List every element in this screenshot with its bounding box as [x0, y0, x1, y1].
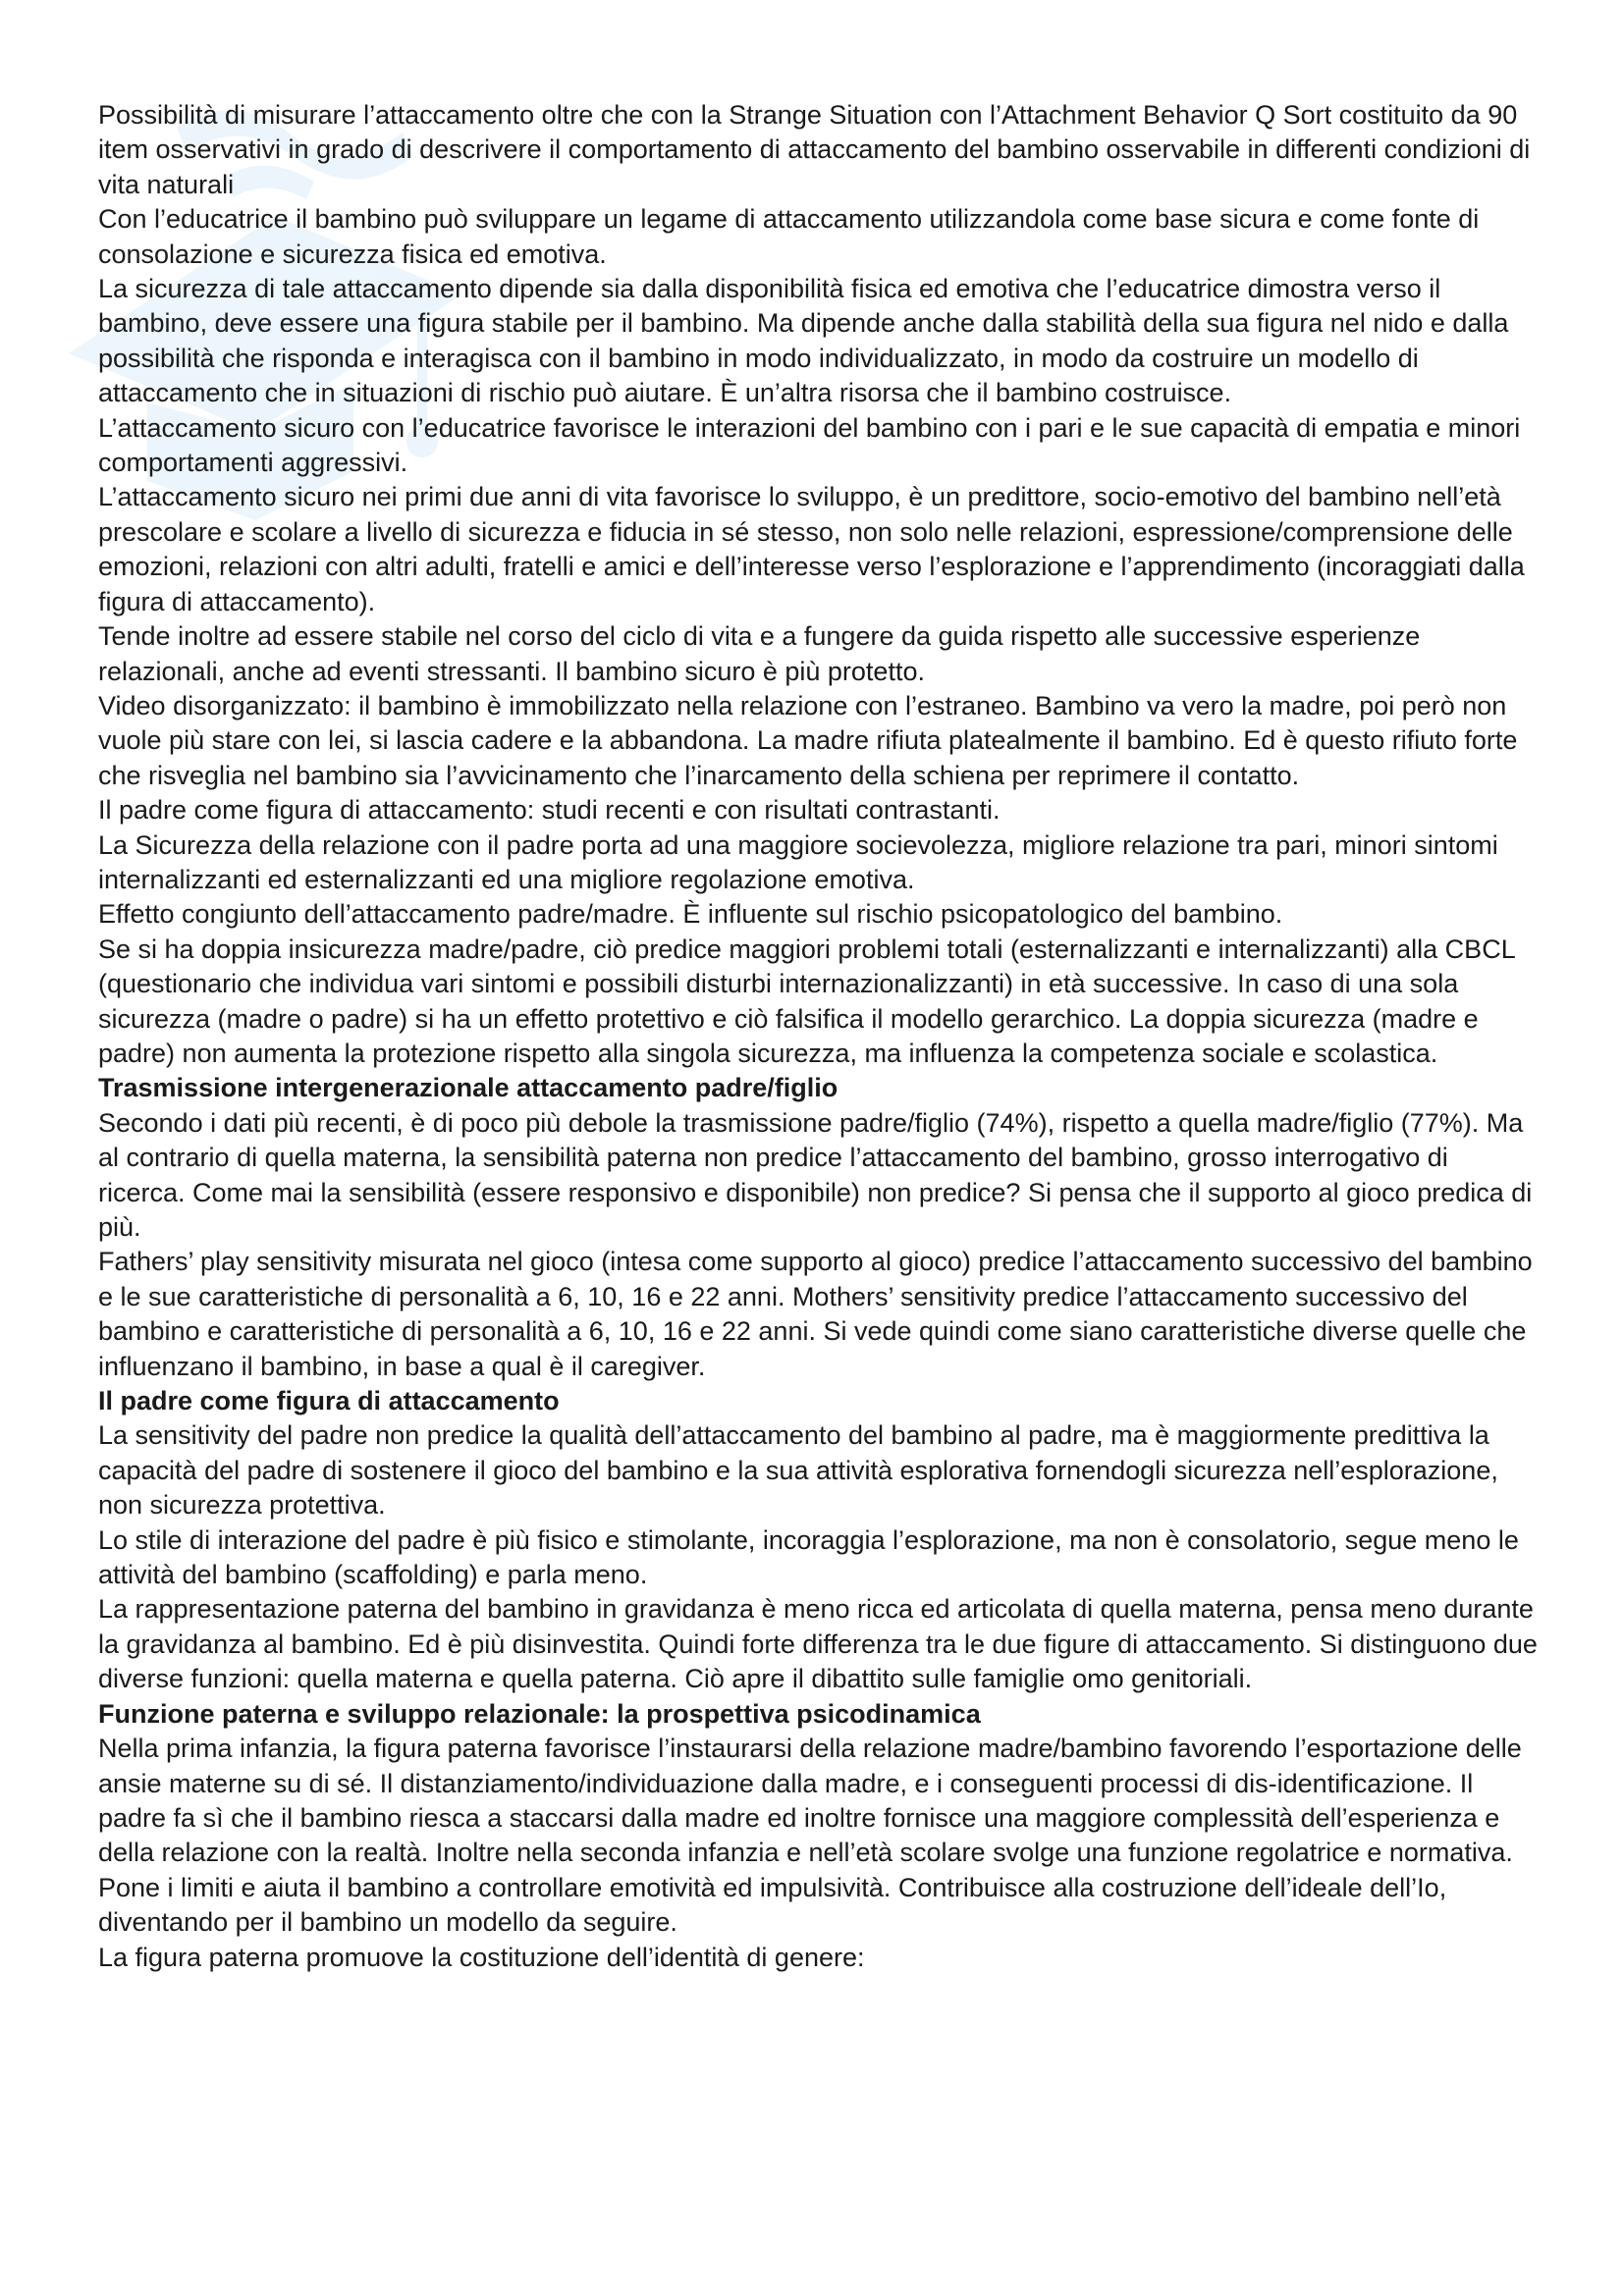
paragraph: Fathers’ play sensitivity misurata nel gioco (intesa come supporto al gioco) predice l’attaccamento successivo del bambino e le sue caratteristiche di personalità a 6, 10, 16 e 22 anni. Mothers’ sensitivity predice l’attaccamento successivo del bambino e caratteristiche di personalità a 6, 10, 16 e 22 anni. Si vede quindi come siano caratteristiche diverse quelle che influenzano il bambino, in base a qual è il caregiver.	[98, 1247, 1533, 1381]
paragraph: La figura paterna promuove la costituzione dell’identità di genere:	[98, 1942, 865, 1972]
section-heading: Trasmissione intergenerazionale attaccamento padre/figlio	[98, 1073, 839, 1103]
paragraph: La sensitivity del padre non predice la qualità dell’attaccamento del bambino al padre, ma è maggiormente predittiva la capacità del padre di sostenere il gioco del bambino e la sua attività esplorativa fornendogli sicurezza nell’esplorazione, non sicurezza protettiva.	[98, 1420, 1498, 1521]
paragraph: Effetto congiunto dell’attaccamento padre/madre. È influente sul rischio psicopatologico del bambino.	[98, 899, 1283, 930]
paragraph: Secondo i dati più recenti, è di poco più debole la trasmissione padre/figlio (74%), rispetto a quella madre/figlio (77%). Ma al contrario di quella materna, la sensibilità paterna non predice l’attaccamento del bambino, grosso interrogativo di ricerca. Come mai la sensibilità (essere responsivo e disponibile) non predice? Si pensa che il supporto al gioco predica di più.	[98, 1107, 1533, 1242]
paragraph: Video disorganizzato: il bambino è immobilizzato nella relazione con l’estraneo. Bambino va vero la madre, poi però non vuole più stare con lei, si lascia cadere e la abbandona. La madre rifiuta platealmente il bambino. Ed è questo rifiuto forte che risveglia nel bambino sia l’avvicinamento che l’inarcamento della schiena per reprimere il contatto.	[98, 690, 1518, 790]
paragraph: Lo stile di interazione del padre è più fisico e stimolante, incoraggia l’esplorazione, ma non è consolatorio, segue meno le attività del bambino (scaffolding) e parla meno.	[98, 1524, 1519, 1590]
document-body	[98, 98, 1542, 1975]
paragraph: Con l’educatrice il bambino può sviluppare un legame di attaccamento utilizzandola come base sicura e come fonte di consolazione e sicurezza fisica ed emotiva.	[98, 204, 1480, 269]
paragraph: La sicurezza di tale attaccamento dipende sia dalla disponibilità fisica ed emotiva che l’educatrice dimostra verso il bambino, deve essere una figura stabile per il bambino. Ma dipende anche dalla stabilità della sua figura nel nido e dalla possibilità che risponda e interagisca con il bambino in modo individualizzato, in modo da costruire un modello di attaccamento che in situazioni di rischio può aiutare. È un’altra risorsa che il bambino costruisce.	[98, 274, 1509, 408]
section-heading: Funzione paterna e sviluppo relazionale: la prospettiva psicodinamica	[98, 1698, 981, 1729]
paragraph: Possibilità di misurare l’attaccamento oltre che con la Strange Situation con l’Attachment Behavior Q Sort costituito da 90 item osservativi in grado di descrivere il comportamento di attaccamento del bambino osservabile in differenti condizioni di vita naturali	[98, 100, 1531, 199]
paragraph: Se si ha doppia insicurezza madre/padre, ciò predice maggiori problemi totali (esternalizzanti e internalizzanti) alla CBCL (questionario che individua vari sintomi e possibili disturbi internazionalizzanti) in età successive. In caso di una sola sicurezza (madre o padre) si ha un effetto protettivo e ciò falsifica il modello gerarchico. La doppia sicurezza (madre e padre) non aumenta la protezione rispetto alla singola sicurezza, ma influenza la competenza sociale e scolastica.	[98, 934, 1515, 1068]
paragraph: Il padre come figura di attaccamento: studi recenti e con risultati contrastanti.	[98, 795, 1001, 826]
paragraph: L’attaccamento sicuro con l’educatrice favorisce le interazioni del bambino con i pari e le sue capacità di empatia e minori comportamenti aggressivi.	[98, 412, 1521, 478]
paragraph: La rappresentazione paterna del bambino in gravidanza è meno ricca ed articolata di quella materna, pensa meno durante la gravidanza al bambino. Ed è più disinvestita. Quindi forte differenza tra le due figure di attaccamento. Si distinguono due diverse funzioni: quella materna e quella paterna. Ciò apre il dibattito sulle famiglie omo genitoriali.	[98, 1594, 1538, 1694]
section-heading: Il padre come figura di attaccamento	[98, 1386, 560, 1416]
paragraph: Tende inoltre ad essere stabile nel corso del ciclo di vita e a fungere da guida rispetto alle successive esperienze relazionali, anche ad eventi stressanti. Il bambino sicuro è più protetto.	[98, 621, 1421, 686]
paragraph: L’attaccamento sicuro nei primi due anni di vita favorisce lo sviluppo, è un predittore, socio-emotivo del bambino nell’età prescolare e scolare a livello di sicurezza e fiducia in sé stesso, non solo nelle relazioni, espressione/comprensione delle emozioni, relazioni con altri adulti, fratelli e amici e dell’interesse verso l’esplorazione e l’apprendimento (incoraggiati dalla figura di attaccamento).	[98, 482, 1525, 616]
paragraph: Nella prima infanzia, la figura paterna favorisce l’instaurarsi della relazione madre/bambino favorendo l’esportazione delle ansie materne su di sé. Il distanziamento/individuazione dalla madre, e i conseguenti processi di dis-identificazione. Il padre fa sì che il bambino riesca a staccarsi dalla madre ed inoltre fornisce una maggiore complessità dell’esperienza e della relazione con la realtà. Inoltre nella seconda infanzia e nell’età scolare svolge una funzione regolatrice e normativa. Pone i limiti e aiuta il bambino a controllare emotività ed impulsività. Contribuisce alla costruzione dell’ideale dell’Io, diventando per il bambino un modello da seguire.	[98, 1734, 1522, 1938]
paragraph: La Sicurezza della relazione con il padre porta ad una maggiore socievolezza, migliore relazione tra pari, minori sintomi internalizzanti ed esternalizzanti ed una migliore regolazione emotiva.	[98, 829, 1498, 894]
